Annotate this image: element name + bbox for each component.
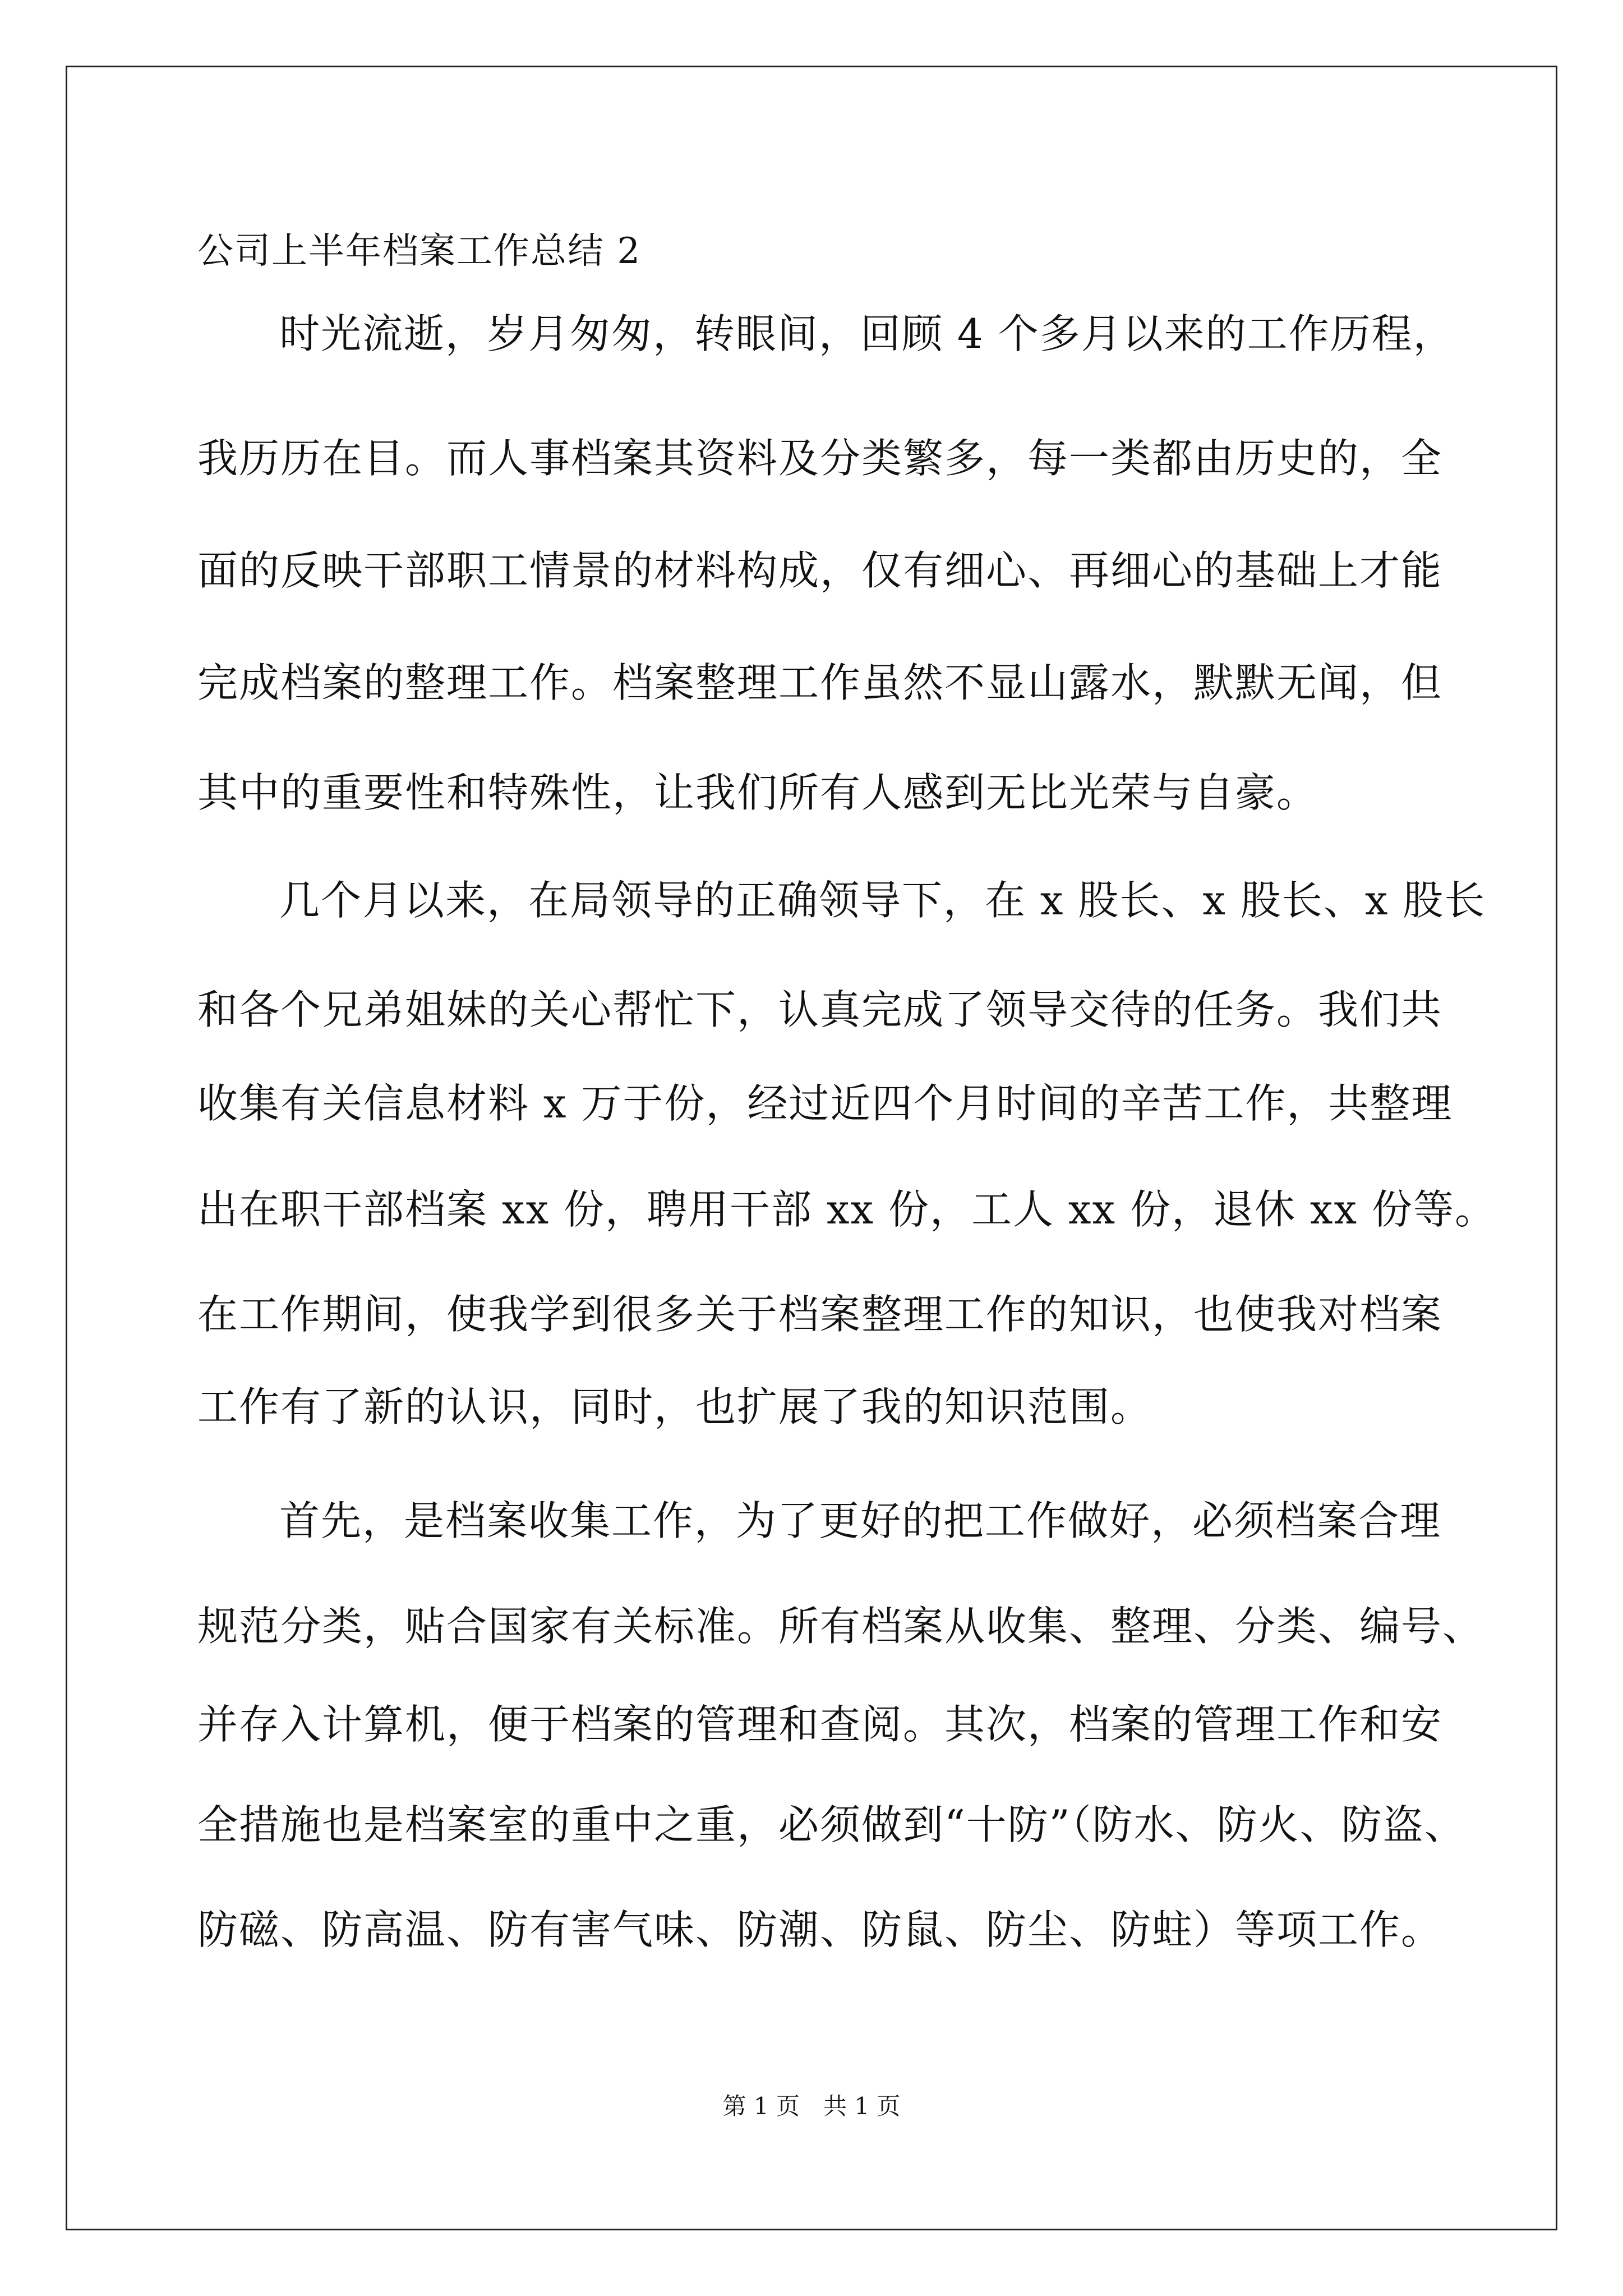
paragraph-1-line-4: 完成档案的整理工作。档案整理工作虽然不显山露水，默默无闻，但 — [197, 659, 1443, 706]
paragraph-3-line-1: 首先，是档案收集工作，为了更好的把工作做好，必须档案合理 — [279, 1497, 1442, 1544]
paragraph-3-line-4: 全措施也是档案室的重中之重，必须做到“十防”（防水、防火、防盗、 — [197, 1801, 1466, 1848]
paragraph-2-line-5: 在工作期间，使我学到很多关于档案整理工作的知识，也使我对档案 — [197, 1291, 1443, 1338]
paragraph-3-line-5: 防磁、防高温、防有害气味、防潮、防鼠、防尘、防蛀）等项工作。 — [197, 1906, 1443, 1953]
paragraph-1-line-3: 面的反映干部职工情景的材料构成，仅有细心、再细心的基础上才能 — [197, 547, 1443, 594]
paragraph-3-line-3: 并存入计算机，便于档案的管理和查阅。其次，档案的管理工作和安 — [197, 1701, 1443, 1748]
paragraph-1-line-1: 时光流逝，岁月匆匆，转眼间，回顾 4 个多月以来的工作历程， — [279, 310, 1455, 357]
paragraph-2-line-3: 收集有关信息材料 x 万于份，经过近四个月时间的辛苦工作，共整理 — [197, 1080, 1453, 1127]
paragraph-2-line-6: 工作有了新的认识，同时，也扩展了我的知识范围。 — [197, 1383, 1152, 1430]
paragraph-2-line-1: 几个月以来，在局领导的正确领导下，在 x 股长、x 股长、x 股长 — [279, 877, 1486, 924]
paragraph-2-line-4: 出在职干部档案 xx 份，聘用干部 xx 份，工人 xx 份，退休 xx 份等。 — [197, 1186, 1496, 1233]
document-title: 公司上半年档案工作总结 2 — [197, 231, 642, 272]
paragraph-3-line-2: 规范分类，贴合国家有关标准。所有档案从收集、整理、分类、编号、 — [197, 1603, 1484, 1650]
page-footer: 第 1 页 共 1 页 — [722, 2092, 901, 2120]
paragraph-1-line-2: 我历历在目。而人事档案其资料及分类繁多，每一类都由历史的，全 — [197, 435, 1443, 482]
paragraph-2-line-2: 和各个兄弟姐妹的关心帮忙下，认真完成了领导交待的任务。我们共 — [197, 986, 1443, 1033]
paragraph-1-line-5: 其中的重要性和特殊性，让我们所有人感到无比光荣与自豪。 — [197, 769, 1318, 816]
